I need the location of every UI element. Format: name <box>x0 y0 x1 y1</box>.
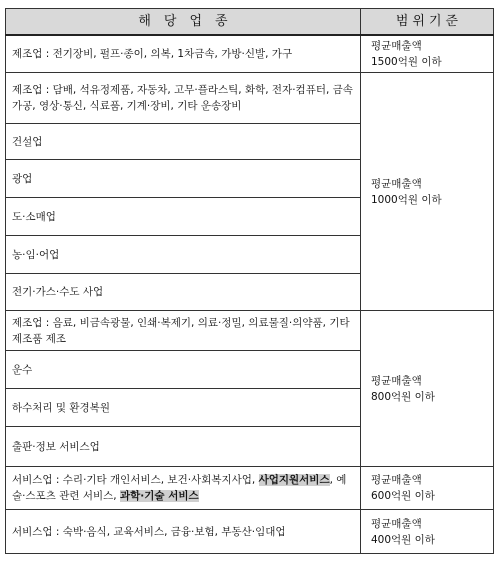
industry-text: 서비스업 : 수리·기타 개인서비스, 보건·사회복지사업, <box>12 474 259 486</box>
industry-cell: 전기·가스·수도 사업 <box>6 274 361 311</box>
criteria-label: 평균매출액 <box>371 374 422 387</box>
highlighted-industry: 사업지원서비스 <box>258 474 330 486</box>
industry-cell: 도·소매업 <box>6 198 361 236</box>
table-row <box>6 510 494 554</box>
table-row <box>6 73 494 124</box>
industry-cell: 제조업 : 담배, 석유정제품, 자동차, 고무·플라스틱, 화학, 전자·컴퓨터, 금속가공, 영상·통신, 식료품, 기계·장비, 기타 운송장비 <box>6 73 361 124</box>
criteria-cell <box>361 510 494 554</box>
criteria-value: 1000억원 이하 <box>371 193 442 206</box>
highlighted-industry: 과학·기술 서비스 <box>119 490 199 502</box>
header-row <box>6 9 494 36</box>
criteria-cell <box>361 73 494 311</box>
industry-cell: 제조업 : 전기장비, 펄프·종이, 의복, 1차금속, 가방·신발, 가구 <box>6 35 361 73</box>
criteria-label: 평균매출액 <box>371 177 422 190</box>
industry-cell: 하수처리 및 환경복원 <box>6 389 361 427</box>
criteria-value: 1500억원 이하 <box>371 56 442 68</box>
criteria-cell <box>361 467 494 510</box>
industry-cell: 농·임·어업 <box>6 236 361 274</box>
criteria-value: 800억원 이하 <box>371 390 435 403</box>
table-row <box>6 311 494 351</box>
industry-cell: 건설업 <box>6 124 361 160</box>
criteria-label: 평균매출액 <box>371 474 422 486</box>
criteria-label: 평균매출액 <box>371 40 422 52</box>
criteria-value: 400억원 이하 <box>371 533 435 546</box>
table-row <box>6 35 494 73</box>
table-row <box>6 467 494 510</box>
header-criteria: 범위기준 <box>361 9 494 36</box>
industry-cell: 운수 <box>6 351 361 389</box>
criteria-value: 600억원 이하 <box>371 490 435 502</box>
industry-cell <box>6 467 361 510</box>
industry-cell: 광업 <box>6 160 361 198</box>
criteria-cell <box>361 35 494 73</box>
industry-cell: 출판·정보 서비스업 <box>6 427 361 467</box>
industry-text: , 예술·스포츠 관련 서비스, <box>12 474 347 502</box>
header-industry: 해당업종 <box>6 9 361 36</box>
industry-cell: 제조업 : 음료, 비금속광물, 인쇄·복제기, 의료·정밀, 의료물질·의약품, 기타제조품 제조 <box>6 311 361 351</box>
criteria-cell <box>361 311 494 467</box>
criteria-label: 평균매출액 <box>371 517 422 530</box>
industry-cell: 서비스업 : 숙박·음식, 교육서비스, 금융·보험, 부동산·임대업 <box>6 510 361 554</box>
size-criteria-table <box>5 8 494 554</box>
